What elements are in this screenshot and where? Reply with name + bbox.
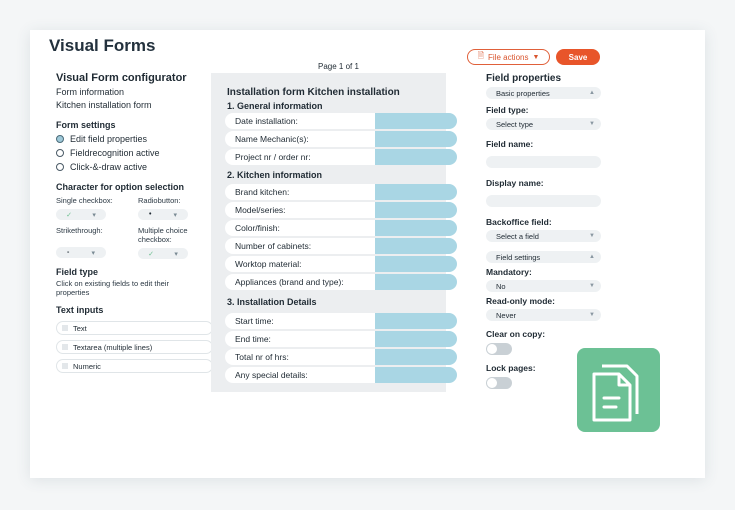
backoffice-select[interactable]: [486, 230, 601, 242]
single-checkbox-label: Single checkbox:: [56, 196, 113, 205]
configurator-panel: [56, 72, 226, 373]
option-label: Text: [73, 323, 87, 333]
field-name-input[interactable]: [486, 156, 601, 168]
toggle-knob: [487, 378, 497, 388]
field-settings-section[interactable]: [486, 251, 601, 263]
section-label: Field settings: [496, 252, 541, 262]
field-label: Any special details:: [225, 367, 375, 383]
field-type-help: Click on existing fields to edit their properties: [56, 279, 169, 297]
textarea-input-option[interactable]: [56, 340, 213, 354]
form-field[interactable]: [225, 149, 457, 165]
form-field[interactable]: [225, 367, 457, 383]
page-title: Visual Forms: [49, 36, 156, 55]
field-value-box[interactable]: [375, 274, 457, 290]
field-value-box[interactable]: [375, 367, 457, 383]
section-title: 3. Installation Details: [227, 297, 317, 307]
field-label: Date installation:: [225, 113, 375, 129]
field-value-box[interactable]: [375, 238, 457, 254]
radio-selected-icon: [56, 135, 64, 143]
section-label: Basic properties: [496, 88, 550, 98]
chevron-down-icon: ▼: [589, 121, 595, 127]
form-field[interactable]: [225, 220, 457, 236]
display-name-input[interactable]: [486, 195, 601, 207]
form-title: Installation form Kitchen installation: [227, 87, 400, 98]
field-label: Project nr / order nr:: [225, 149, 375, 165]
lock-pages-label: Lock pages:: [486, 363, 536, 373]
field-type-label: Field type:: [486, 105, 529, 115]
file-icon: 🗎: [477, 51, 485, 60]
chevron-down-icon: ▾: [174, 250, 178, 258]
option-label: Numeric: [73, 361, 101, 371]
option-label: Textarea (multiple lines): [73, 342, 153, 352]
field-type-select[interactable]: [486, 118, 601, 130]
field-value-box[interactable]: [375, 113, 457, 129]
drag-handle-icon: [62, 344, 68, 350]
field-label: Name Mechanic(s):: [225, 131, 375, 147]
form-field[interactable]: [225, 131, 457, 147]
form-field[interactable]: [225, 313, 457, 329]
page-indicator: Page 1 of 1: [318, 62, 359, 71]
radio-label: Click-&-draw active: [70, 162, 148, 172]
field-label: Number of cabinets:: [225, 238, 375, 254]
radio-label: Edit field properties: [70, 134, 148, 144]
settings-heading: Form settings: [56, 120, 116, 130]
readonly-select[interactable]: [486, 309, 601, 321]
strikethrough-label: Strikethrough:: [56, 226, 103, 235]
radiobutton-select[interactable]: [138, 209, 188, 220]
configurator-heading: Visual Form configurator: [56, 72, 187, 84]
field-label: Color/finish:: [225, 220, 375, 236]
chevron-down-icon: ▾: [173, 211, 177, 219]
form-field[interactable]: [225, 184, 457, 200]
dash-icon: -: [67, 249, 70, 256]
dot-icon: •: [149, 211, 152, 218]
chevron-down-icon: ▼: [589, 312, 595, 318]
field-label: Start time:: [225, 313, 375, 329]
field-name-label: Field name:: [486, 139, 534, 149]
checkmark-icon: ✓: [148, 250, 155, 258]
multiple-choice-select[interactable]: [138, 248, 188, 259]
chevron-up-icon: ▲: [589, 90, 595, 96]
file-actions-button[interactable]: [467, 49, 550, 65]
numeric-input-option[interactable]: [56, 359, 213, 373]
field-label: Brand kitchen:: [225, 184, 375, 200]
field-label: End time:: [225, 331, 375, 347]
file-actions-label: File actions: [488, 52, 529, 62]
radio-icon: [56, 149, 64, 157]
documents-icon: [577, 348, 660, 432]
section-title: 2. Kitchen information: [227, 170, 323, 180]
backoffice-label: Backoffice field:: [486, 217, 552, 227]
form-info-label: Form information: [56, 87, 125, 97]
app-logo: [577, 348, 660, 432]
field-value-box[interactable]: [375, 256, 457, 272]
select-value: Select type: [496, 119, 534, 129]
chevron-down-icon: ▼: [589, 283, 595, 289]
basic-properties-section[interactable]: [486, 87, 601, 99]
field-label: Total nr of hrs:: [225, 349, 375, 365]
field-value-box[interactable]: [375, 184, 457, 200]
toolbar: [467, 49, 600, 65]
drag-handle-icon: [62, 325, 68, 331]
form-field[interactable]: [225, 202, 457, 218]
readonly-label: Read-only mode:: [486, 296, 555, 306]
select-value: No: [496, 281, 506, 291]
char-heading: Character for option selection: [56, 182, 185, 192]
chevron-up-icon: ▲: [589, 254, 595, 260]
strikethrough-select[interactable]: [56, 247, 106, 258]
field-value-box[interactable]: [375, 349, 457, 365]
text-inputs-heading: Text inputs: [56, 305, 104, 315]
clear-copy-toggle[interactable]: [486, 343, 512, 355]
drag-handle-icon: [62, 363, 68, 369]
field-properties-panel: [486, 73, 601, 389]
single-checkbox-select[interactable]: [56, 209, 106, 220]
field-value-box[interactable]: [375, 202, 457, 218]
field-value-box[interactable]: [375, 131, 457, 147]
form-field[interactable]: [225, 331, 457, 347]
select-value: Select a field: [496, 231, 539, 241]
chevron-down-icon: ▾: [91, 249, 95, 257]
radio-icon: [56, 163, 64, 171]
radio-edit-field-properties[interactable]: [56, 134, 226, 144]
chevron-down-icon: ▼: [532, 53, 540, 61]
field-label: Appliances (brand and type):: [225, 274, 375, 290]
section-title: 1. General information: [227, 101, 323, 111]
form-field[interactable]: [225, 256, 457, 272]
select-value: Never: [496, 310, 517, 320]
mandatory-label: Mandatory:: [486, 267, 532, 277]
radio-label: Fieldrecognition active: [70, 148, 160, 158]
form-canvas: [211, 73, 446, 392]
field-value-box[interactable]: [375, 331, 457, 347]
form-field[interactable]: [225, 113, 457, 129]
radiobutton-label: Radiobutton:: [138, 196, 181, 205]
radio-fieldrecognition[interactable]: [56, 148, 226, 158]
checkmark-icon: ✓: [66, 211, 73, 219]
field-value-box[interactable]: [375, 220, 457, 236]
field-properties-heading: Field properties: [486, 73, 562, 84]
text-input-option[interactable]: [56, 321, 213, 335]
lock-pages-toggle[interactable]: [486, 377, 512, 389]
field-label: Worktop material:: [225, 256, 375, 272]
save-button[interactable]: Save: [556, 49, 600, 65]
display-name-label: Display name:: [486, 178, 544, 188]
chevron-down-icon: ▼: [589, 233, 595, 239]
form-name: Kitchen installation form: [56, 100, 152, 110]
multiple-choice-label: Multiple choice checkbox:: [138, 226, 188, 244]
mandatory-select[interactable]: [486, 280, 601, 292]
radio-click-draw[interactable]: [56, 162, 226, 172]
chevron-down-icon: ▾: [92, 211, 96, 219]
field-label: Model/series:: [225, 202, 375, 218]
form-field[interactable]: [225, 238, 457, 254]
form-field[interactable]: [225, 349, 457, 365]
field-value-box[interactable]: [375, 313, 457, 329]
field-type-heading: Field type: [56, 267, 99, 277]
field-value-box[interactable]: [375, 149, 457, 165]
toggle-knob: [487, 344, 497, 354]
clear-copy-label: Clear on copy:: [486, 329, 546, 339]
form-field[interactable]: [225, 274, 457, 290]
